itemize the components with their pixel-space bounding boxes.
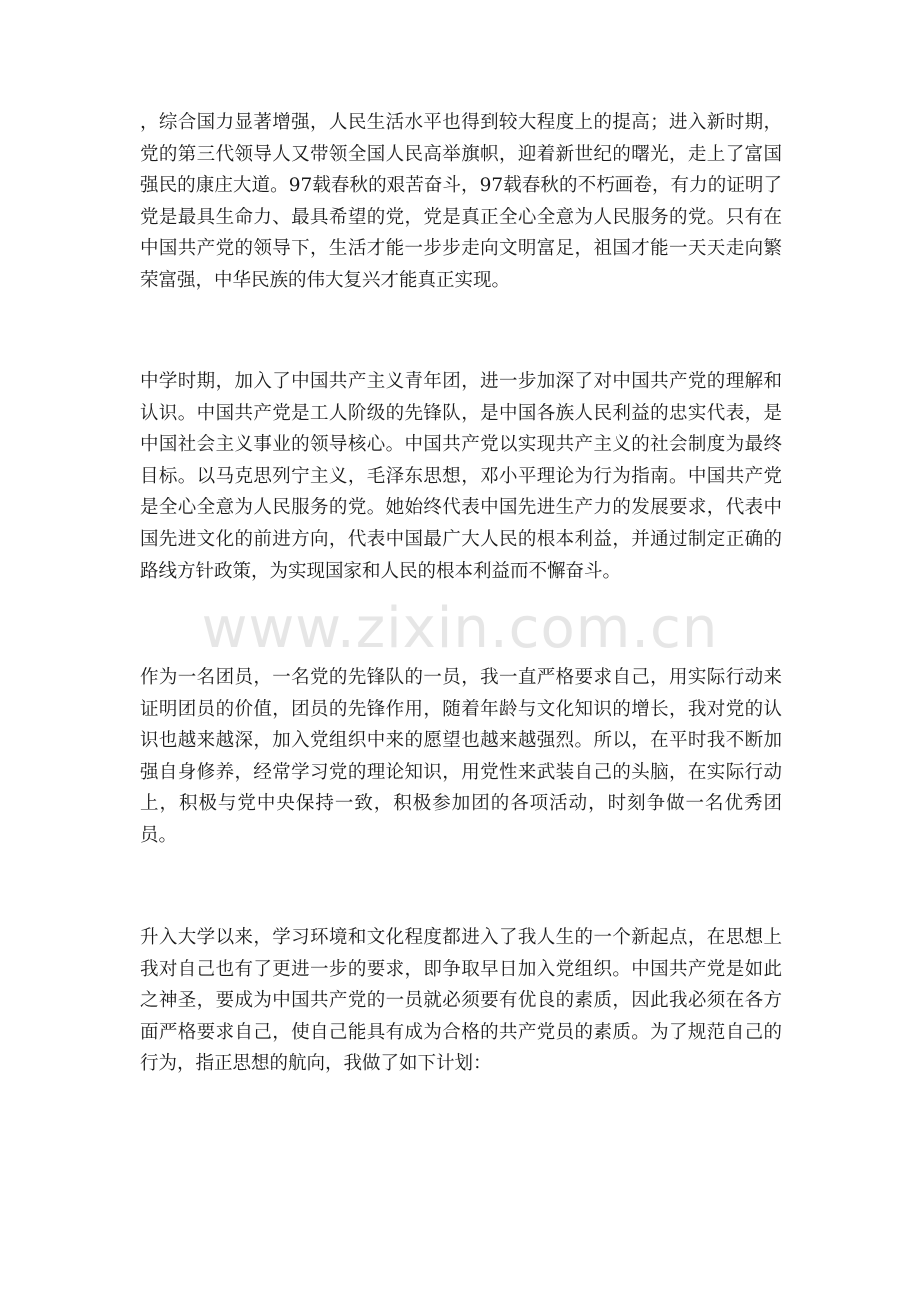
paragraph-4: 升入大学以来，学习环境和文化程度都进入了我人生的一个新起点，在思想上我对自己也有了更进一步的要求，即争取早日加入党组织。中国共产党是如此之神圣，要成为中国共产党的一员就必须要有优良的素质，因此我必须在各方面严格要求自己，使自己能具有成为合格的共产党员的素质。为了规范自己的行为，指正思想的航向，我做了如下计划： (140, 927, 782, 1075)
paragraph-3: 作为一名团员，一名党的先锋队的一员，我一直严格要求自己，用实际行动来证明团员的价值，团员的先锋作用，随着年龄与文化知识的增长，我对党的认识也越来越深，加入党组织中来的愿望也越来越强烈。所以，在平时我不断加强自身修养，经常学习党的理论知识，用党性来武装自己的头脑，在实际行动上，积极与党中央保持一致，积极参加团的各项活动，时刻争做一名优秀团员。 (140, 667, 782, 846)
paragraph-2: 中学时期，加入了中国共产主义青年团，进一步加深了对中国共产党的理解和认识。中国共产党是工人阶级的先锋队，是中国各族人民利益的忠实代表，是中国社会主义事业的领导核心。中国共产党以实现共产主义的社会制度为最终目标。以马克思列宁主义，毛泽东思想，邓小平理论为行为指南。中国共产党是全心全意为人民服务的党。她始终代表中国先进生产力的发展要求，代表中国先进文化的前进方向，代表中国最广大人民的根本利益，并通过制定正确的路线方针政策，为实现国家和人民的根本利益而不懈奋斗。 (140, 371, 782, 582)
paragraph-1: ，综合国力显著增强，人民生活水平也得到较大程度上的提高；进入新时期，党的第三代领导人又带领全国人民高举旗帜，迎着新世纪的曙光，走上了富国强民的康庄大道。97载春秋的艰苦奋斗，97载春秋的不朽画卷，有力的证明了党是最具生命力、最具希望的党，党是真正全心全意为人民服务的党。只有在中国共产党的领导下，生活才能一步步走向文明富足，祖国才能一天天走向繁荣富强，中华民族的伟大复兴才能真正实现。 (140, 112, 782, 291)
watermark-text: www.zixin.com.cn (201, 596, 719, 661)
